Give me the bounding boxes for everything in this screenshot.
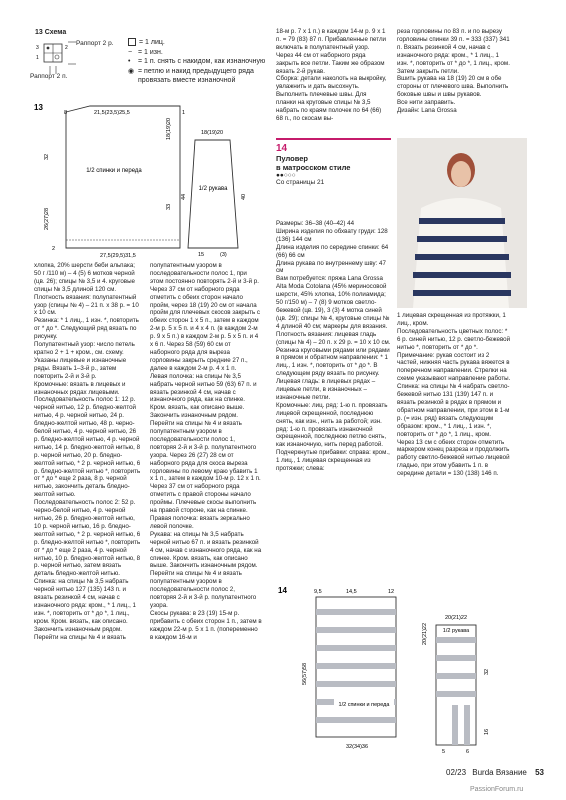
svg-text:20(21)22: 20(21)22 [422, 622, 428, 645]
issue-number: 02/23 [446, 768, 467, 777]
svg-text:3: 3 [36, 45, 39, 51]
text-paragraph: Резинка: * 1 лиц., 1 изн. *, повторить от * до *. Следующий ряд вязать по рисунку. [34, 317, 139, 341]
svg-text:2: 2 [52, 246, 56, 252]
instructions-col-3 [276, 28, 388, 123]
svg-text:1/2 рукава: 1/2 рукава [198, 186, 228, 192]
text-paragraph: Рукава: на спицы № 3,5 набрать черной нитью 67 п. и вязать резинкой 4 см, начав с изнаночного ряда, как на спинке. Кром. вязать, как описано выше. Закончить изнаночным рядом. Перейти на спицы № 4 и вязать полупатентным узором в последовательности полос 2, повторяя 2-й и 3-й р. полупатентного узора. [150, 530, 262, 609]
difficulty-rating: ●●○○○ [276, 172, 296, 179]
right-top-text [276, 28, 388, 123]
footer [446, 768, 544, 777]
text-paragraph: Сборка: детали наколоть на выкройку, увлажнить и дать высохнуть. Выполнить плечевые швы. Для планки на круговые спицы № 3,5 набрать по краям полочек по 64 (66) 68 п., по скосам вы- [276, 75, 387, 122]
instructions-col-2 [150, 262, 262, 642]
text-paragraph: Через 13 см с обеих сторон отметить маркером конец разреза и продолжить работу светло-бежевой нитью лицевой гладью, при этом убавить 1 п. в середине детали = 130 (138) 146 п. [397, 438, 510, 478]
svg-text:18(19)20: 18(19)20 [200, 130, 224, 136]
knit-symbol-icon [128, 38, 136, 46]
text-paragraph: Примечание: рукав состоит из 2 частей, нижняя часть рукава вяжется в поперечном направлении. Стрелки на схеме указывают направление работы. [397, 351, 511, 383]
text-paragraph: 18-м р. 7 x 1 п.) в каждом 14-м р. 9 x 1 п. = 79 (83) 87 п. Прибавленные петли включать в полупатентный узор. Через 44 см от наборного ряда закрыть все петли. Таким же образом вязать 2-й рукав. [276, 28, 387, 75]
text-paragraph: Плотность вязания: лицевая гладь (спицы № 4) – 20 п. x 29 р. = 10 x 10 см. [276, 330, 391, 346]
text-paragraph: Длина изделия по середине спинки: 64 (66) 66 см [276, 243, 389, 259]
svg-text:20(21)22: 20(21)22 [444, 615, 468, 621]
instructions-col-4b [397, 312, 512, 478]
svg-text:1: 1 [36, 55, 39, 61]
diagram-14 [276, 585, 526, 755]
rapport-rows: Раппорт 2 р. [76, 40, 114, 47]
text-paragraph: Последовательность цветных полос: * 6 р. синей нитью, 12 р. светло-бежевой нитью *, повторить от * до *. [397, 327, 511, 351]
svg-text:15: 15 [198, 252, 205, 258]
far-right-text [397, 28, 512, 115]
svg-text:1: 1 [182, 110, 186, 116]
text-paragraph: Подчеркнутые прибавки: справа: кром., 1 лиц., 1 лицевая скрещенная из протяжки; слева: [276, 449, 390, 473]
text-paragraph: хлопка, 20% шерсти беби альпака; 50 г /110 м) – 4 (5) 6 мотков черной (цв. 26); спицы № 3,5 и 4. круговые спицы № 3,5 длиной 120 см. [34, 262, 135, 293]
svg-text:27,5(29,5)31,5: 27,5(29,5)31,5 [100, 253, 136, 259]
model-photo-illustration [397, 138, 527, 308]
legend-item: ◉ = петлю и накид предыдущего ряда провязать вместе изнаночной [128, 67, 254, 84]
text-paragraph: Резинка круговыми рядами или рядами в прямом и обратном направлении: * 1 лиц., 1 изн. *, повторить от * до *. В следующем ряду вязать по рисунку. [276, 346, 390, 378]
text-paragraph: Плотность вязания: полупатентный узор (спицы № 4) – 21 п. x 38 р. = 10 x 10 см. [34, 293, 139, 317]
svg-text:2: 2 [65, 45, 68, 51]
svg-text:(3): (3) [220, 252, 227, 258]
svg-text:1/2 спинки и переда: 1/2 спинки и переда [338, 702, 390, 708]
svg-text:5: 5 [442, 749, 446, 755]
svg-text:14: 14 [278, 586, 287, 595]
text-paragraph: Спинка: на спицы № 3,5 набрать черной нитью 127 (135) 143 п. и вязать резинкой 4 см, начав с изнаночного ряда: кром., * 1 лиц., 1 изн. *, повторить от * до *, 1 лиц., кром. Крoм. вязать, как описано. Закончить изнаночным рядом. Перейти на спицы № 4 и вязать [34, 578, 136, 641]
text-paragraph: Правая полочка: вязать зеркально левой полочке. [150, 515, 250, 530]
legend-item: • = 1 п. снять с накидом, как изнаночную [128, 58, 266, 65]
svg-text:56(57)58: 56(57)58 [302, 662, 308, 685]
legend-item: − = 1 изн. [128, 48, 163, 56]
pullover-14-header [276, 138, 391, 186]
text-paragraph: Последовательность полос 1: 12 р. черной нитью, 12 р. бледно-желтой нитью, 4 р. черной нитью, 24 р. бледно-желтой нитью, 48 р. черно-белой нитью, 4 р. черной нитью, 26 р. бледно-желтой нитью, 4 р. черной нитью, 14 р. бледно-желтой нитью, 8 р. черной нитью, 20 р. бледно-желтой нитью, * 2 р. черной нитью, 6 р. бледно-желтой нитью *, повторить от * до * еще 2 раза, 8 р. черной нитью, закончить деталь бледно-желтой нитью. [34, 396, 141, 499]
magazine-brand: Burda Вязание [472, 768, 527, 777]
text-paragraph: 1 лицевая скрещенная из протяжки, 1 лиц., кром. [397, 312, 506, 327]
svg-text:12: 12 [388, 589, 395, 595]
pattern-number: 14 [276, 143, 288, 154]
svg-text:26(27)28: 26(27)28 [44, 207, 50, 230]
scheme-title: 13 Схема [35, 29, 67, 36]
purl-symbol-icon: − [128, 48, 133, 56]
svg-text:16: 16 [484, 728, 490, 735]
left-col-text [34, 262, 142, 642]
stitch-together-icon: ◉ [128, 67, 135, 75]
diagram-13-num: 13 [34, 103, 43, 112]
text-paragraph: Ширина изделия по обхвату груди: 128 (136) 144 см [276, 227, 388, 243]
text-paragraph: Вшить рукава на 18 (19) 20 см в обе стороны от плечевого шва. Выполнить боковые швы и швы рукавов. [397, 75, 509, 99]
svg-text:21,5(23,5)25,5: 21,5(23,5)25,5 [94, 110, 130, 116]
instructions-col-1 [34, 262, 142, 642]
svg-text:14,5: 14,5 [346, 589, 357, 595]
diagram-13 [30, 100, 270, 260]
text-paragraph: Все нити заправить. [397, 99, 456, 107]
text-paragraph: Перейти на спицы № 4 и вязать полупатентным узором в последовательности полос 1, повторяя 2-й и 3-й р. полупатентного узора. Через 26 (27) 28 см от наборного ряда для скоса выреза горловины по левому краю убавить 1 x 1 п., затем в каждом 10-м р. 12 x 1 п. Через 37 см от наборного ряда отметить с правой стороны начало проймы. Плечевые скосы выполнить на правой стороне, как на спинке. [150, 420, 261, 515]
instructions-col-4 [397, 28, 512, 115]
svg-text:33: 33 [166, 203, 172, 210]
svg-text:32: 32 [484, 668, 490, 675]
svg-text:1/2 спинки и переда: 1/2 спинки и переда [86, 168, 142, 174]
pullover-body-text [276, 220, 391, 473]
text-paragraph: Вам потребуется: пряжа Lana Grossa Alta Moda Cotolana (45% мериносовой шерсти, 45% хлопка, 10% полиамида; 50 г/150 м) – 7 (8) 9 мотков светло-бежевой (цв. 19), 3 (3) 4 мотка синей (цв. 29); спицы № 4, круговые спицы № 4 длиной 40 см; маркеры для вязания. [276, 275, 390, 330]
text-paragraph: Лицевая гладь: в лицевых рядах – лицевые петли, в изнаночных – изнаночные петли. [276, 378, 376, 401]
text-paragraph: Кромочные: лиц. ряд: 1-ю п. провязать лицевой скрещенной, последнюю снять, как изн., нить за работой; изн. ряд: 1-ю п. провязать изнаночной скрещенной, последнюю петлю снять, как изнаночную, нить перед работой. [276, 401, 388, 449]
svg-text:44: 44 [181, 193, 187, 200]
pattern-subtitle: в матросском стиле [276, 163, 351, 172]
mid-col-text [150, 262, 262, 642]
scheme-block [35, 28, 155, 38]
legend-item: = 1 лиц. [128, 38, 278, 48]
svg-text:8: 8 [64, 110, 68, 116]
svg-text:9,5: 9,5 [314, 589, 322, 595]
photo-caption-text [397, 312, 512, 478]
svg-text:6: 6 [466, 749, 470, 755]
text-paragraph: Полупатентный узор: число петель кратно 2 + 1 + кром., см. схему. Указаны лицевые и изнаночные ряды. Вязать 1–3-й р., затем повторить 2-й и 3-й р. [34, 341, 135, 380]
text-paragraph: Размеры: 36–38 (40–42) 44 [276, 220, 355, 227]
rapport-stitches: Раппорт 2 п. [30, 73, 68, 80]
legend [128, 38, 278, 86]
text-paragraph: реза горловины по 83 п. и по вырезу горловины спинки 39 п. = 333 (337) 341 п. Вязать резинкой 4 см, начав с изнаночного ряда: кром., * 1 лиц., 1 изн. *, повторить от * до *, 1 лиц., кром. Затем закрыть петли. [397, 28, 510, 75]
svg-text:18(19)20: 18(19)20 [166, 117, 172, 140]
text-paragraph: Дизайн: Lana Grossa [397, 107, 457, 115]
svg-text:40: 40 [241, 193, 247, 200]
svg-text:32: 32 [44, 153, 50, 160]
text-paragraph: Кромочные: вязать в лицевых и изнаночных рядах лицевыми. [34, 380, 126, 396]
svg-text:1/2 рукава: 1/2 рукава [442, 628, 470, 634]
slip-symbol-icon: • [128, 58, 131, 65]
text-paragraph: Длина рукава по внутреннему шву: 47 см [276, 259, 386, 275]
model-photo [397, 138, 527, 308]
page-number: 53 [535, 768, 545, 777]
text-paragraph: Левая полочка: на спицы № 3,5 набрать черной нитью 59 (63) 67 п. и вязать резинкой 4 см, начав с изнаночного ряда, как на спинке. Кром. вязать, как описано выше. Закончить изнаночным рядом. [150, 372, 257, 420]
watermark: PassionForum.ru [470, 786, 524, 793]
photo-reference: Со страницы 21 [276, 179, 325, 186]
text-paragraph: Скосы рукава: в 23 (19) 15-м р. прибавить с обеих сторон 1 п., затем в каждом 22-м р. 5 x 1 п. (попеременно в каждом 16-м и [150, 609, 262, 641]
svg-text:32(34)36: 32(34)36 [346, 744, 369, 750]
text-paragraph: Спинка: на спицы № 4 набрать светло-бежевой нитью 131 (139) 147 п. и вязать резинкой в рядах в прямом и обратном направлении, при этом в 1-м р. (= изн. ряд) вязать следующим образом: кром., * 1 лиц., 1 изн. *, повторить от * до *, 1 лиц., кром. [397, 383, 510, 438]
pattern-title: Пуловер [276, 154, 308, 163]
text-paragraph: полупатентным узором в последовательности полос 1, при этом постоянно повторять 2-й и 3-й р. Через 37 см от наборного ряда отметить с обеих сторон начало пройм, через 18 (19) 20 см от начала пройм для плечевых скосов закрыть с обеих сторон 1 x 5 п., затем в каждом 2-м р. 5 x 5 п. и 4 x 4 п. (в каждом 2-м р. 9 x 5 п.) в каждом 2-м р. 5 x 5 п. и 4 x 6 п. Через 58 (59) 60 см от наборного ряда для вырезa горловины закрыть средние 27 п., далее в каждом 2-м р. 4 x 1 п. [150, 262, 261, 372]
text-paragraph: Последовательность полос 2: 52 р. черно-белой нитью, 4 р. черной нитью, 26 р. бледно-желтой нитью, 10 р. черной нитью, 16 р. бледно-желтой нитью, * 2 р. черной нитью, 6 р. бледно-желтой нитью *, повторить от * до * еще 2 раза, 4 р. черной нитью, 10 р. бледно-желтой нитью, 8 р. черной нитью, затем вязать деталь бледно-желтой нитью. [34, 499, 141, 578]
pullover-14-body [276, 220, 391, 473]
